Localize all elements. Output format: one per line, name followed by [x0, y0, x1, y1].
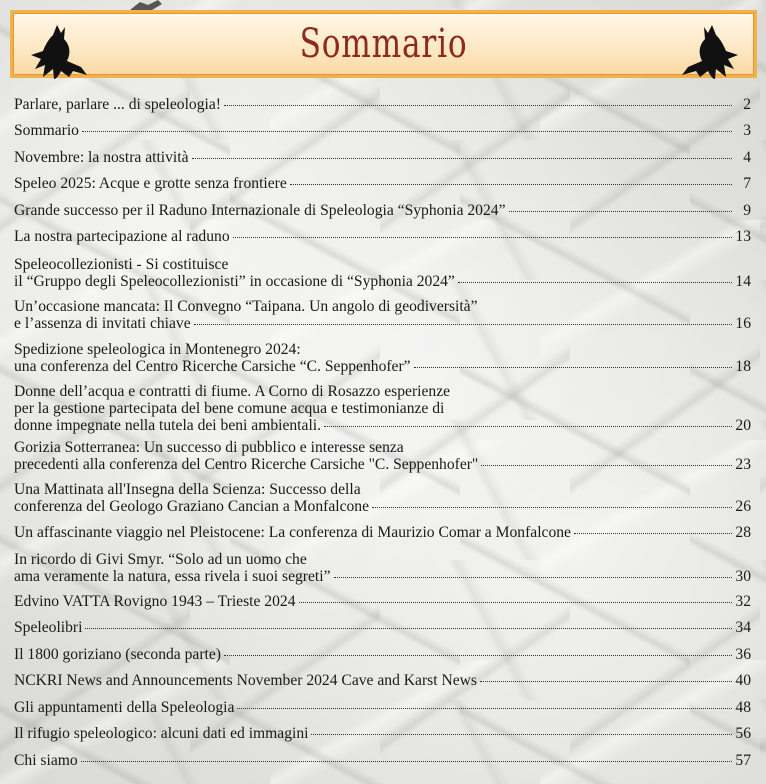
- dot-leader: [85, 628, 732, 629]
- toc-entry-title: In ricordo di Givi Smyr. “Solo ad un uomo che: [14, 551, 307, 568]
- toc-entry-title: precedenti alla conferenza del Centro Ricerche Carsiche "C. Seppenhofer": [14, 456, 479, 473]
- toc-page-number: 7: [743, 175, 751, 192]
- toc-entry-title: Gorizia Sotterranea: Un successo di pubblico e interesse senza: [14, 439, 404, 456]
- toc-entry-title: Chi siamo: [14, 752, 78, 769]
- toc-page-number: 56: [735, 725, 751, 742]
- dot-leader: [324, 426, 732, 427]
- toc-entry[interactable]: [14, 341, 751, 375]
- toc-entry[interactable]: [14, 122, 751, 139]
- dot-leader: [299, 602, 733, 603]
- toc-entry[interactable]: [14, 149, 751, 166]
- toc-page-number: 32: [735, 593, 751, 610]
- dot-leader: [311, 734, 732, 735]
- toc-entry[interactable]: [14, 256, 751, 290]
- toc-entry[interactable]: [14, 175, 751, 192]
- toc-entry[interactable]: [14, 593, 751, 610]
- toc-entry-title: e l’assenza di invitati chiave: [14, 315, 191, 332]
- toc-page-number: 26: [735, 498, 751, 515]
- dot-leader: [233, 237, 732, 238]
- dot-leader: [224, 655, 732, 656]
- toc-page-number: 40: [735, 672, 751, 689]
- dot-leader: [237, 708, 732, 709]
- header-banner: [10, 10, 757, 78]
- dot-leader: [509, 211, 733, 212]
- toc-entry-title: Un’occasione mancata: Il Convegno “Taipana. Un angolo di geodiversità”: [14, 298, 478, 315]
- toc-entry[interactable]: [14, 298, 751, 332]
- toc-entry-title: Speleo 2025: Acque e grotte senza frontiere: [14, 175, 287, 192]
- toc-entry[interactable]: [14, 672, 751, 689]
- toc-entry-title: La nostra partecipazione al raduno: [14, 228, 230, 245]
- toc-entry-title: Speleocollezionisti - Si costituisce: [14, 256, 229, 273]
- toc-page-number: 4: [743, 149, 751, 166]
- toc-page-number: 57: [735, 752, 751, 769]
- dot-leader: [82, 131, 732, 132]
- toc-entry[interactable]: [14, 383, 751, 434]
- toc-entry[interactable]: [14, 481, 751, 515]
- toc-page-number: 13: [735, 228, 751, 245]
- toc-page-number: 30: [735, 568, 751, 585]
- toc-entry-title: Il rifugio speleologico: alcuni dati ed immagini: [14, 725, 309, 742]
- toc-entry[interactable]: [14, 551, 751, 585]
- toc-entry-title: il “Gruppo degli Speleocollezionisti” in occasione di “Syphonia 2024”: [14, 273, 455, 290]
- toc-entry-title: Grande successo per il Raduno Internazionale di Speleologia “Syphonia 2024”: [14, 202, 506, 219]
- toc-entry-title: Spedizione speleologica in Montenegro 2024:: [14, 341, 301, 358]
- toc-entry-title: conferenza del Geologo Graziano Cancian a Monfalcone: [14, 498, 370, 515]
- toc-page-number: 36: [735, 646, 751, 663]
- toc-entry-title: Una Mattinata all'Insegna della Scienza: Successo della: [14, 481, 361, 498]
- toc-entry[interactable]: [14, 524, 751, 541]
- dot-leader: [481, 465, 732, 466]
- dot-leader: [81, 761, 732, 762]
- toc-entry[interactable]: [14, 752, 751, 769]
- dot-leader: [192, 158, 732, 159]
- page-title: Sommario: [299, 21, 468, 67]
- toc-entry-title: Parlare, parlare ... di speleologia!: [14, 96, 221, 113]
- bat-icon: [27, 19, 89, 81]
- toc-entry[interactable]: [14, 725, 751, 742]
- toc-page-number: 9: [743, 202, 751, 219]
- toc-page-number: 18: [735, 358, 751, 375]
- bat-icon: [680, 19, 742, 81]
- dot-leader: [458, 282, 732, 283]
- toc-entry-title: Il 1800 goriziano (seconda parte): [14, 646, 221, 663]
- toc-entry[interactable]: [14, 646, 751, 663]
- toc-entry[interactable]: [14, 439, 751, 473]
- toc-page-number: 3: [743, 122, 751, 139]
- toc-entry[interactable]: [14, 699, 751, 716]
- toc-entry[interactable]: [14, 96, 751, 113]
- toc-page-number: 34: [735, 619, 751, 636]
- toc-entry-title: Edvino VATTA Rovigno 1943 – Trieste 2024: [14, 593, 296, 610]
- toc-entry[interactable]: [14, 228, 751, 245]
- toc-page-number: 48: [735, 699, 751, 716]
- dot-leader: [480, 681, 732, 682]
- toc-page-number: 20: [735, 417, 751, 434]
- toc-page-number: 23: [735, 456, 751, 473]
- toc-page-number: 2: [743, 96, 751, 113]
- toc-entry[interactable]: [14, 619, 751, 636]
- toc-page-number: 16: [735, 315, 751, 332]
- toc-entry-title: Speleolibri: [14, 619, 83, 636]
- toc-entry-title: NCKRI News and Announcements November 2024 Cave and Karst News: [14, 672, 477, 689]
- dot-leader: [372, 507, 732, 508]
- dot-leader: [290, 184, 732, 185]
- toc-entry-title: Donne dell’acqua e contratti di fiume. A Corno di Rosazzo esperienze: [14, 383, 451, 400]
- bat-wing-fragment-icon: [128, 0, 164, 10]
- toc-entry-title: Sommario: [14, 122, 79, 139]
- toc-page-number: 28: [735, 524, 751, 541]
- dot-leader: [414, 367, 732, 368]
- toc-entry[interactable]: [14, 202, 751, 219]
- toc-entry-title: una conferenza del Centro Ricerche Carsiche “C. Seppenhofer”: [14, 358, 411, 375]
- toc-entry-title: Novembre: la nostra attività: [14, 149, 189, 166]
- toc-page-number: 14: [735, 273, 751, 290]
- toc-entry-title: ama veramente la natura, essa rivela i suoi segreti”: [14, 568, 331, 585]
- toc-entry-title: Un affascinante viaggio nel Pleistocene: La conferenza di Maurizio Comar a Monfalcone: [14, 524, 571, 541]
- toc-entry-title: donne impegnate nella tutela dei beni ambientali.: [14, 417, 322, 434]
- dot-leader: [194, 324, 732, 325]
- toc-entry-title: per la gestione partecipata del bene comune acqua e testimonianze di: [14, 400, 445, 417]
- dot-leader: [334, 577, 733, 578]
- dot-leader: [574, 533, 732, 534]
- dot-leader: [224, 105, 732, 106]
- toc-entry-title: Gli appuntamenti della Speleologia: [14, 699, 235, 716]
